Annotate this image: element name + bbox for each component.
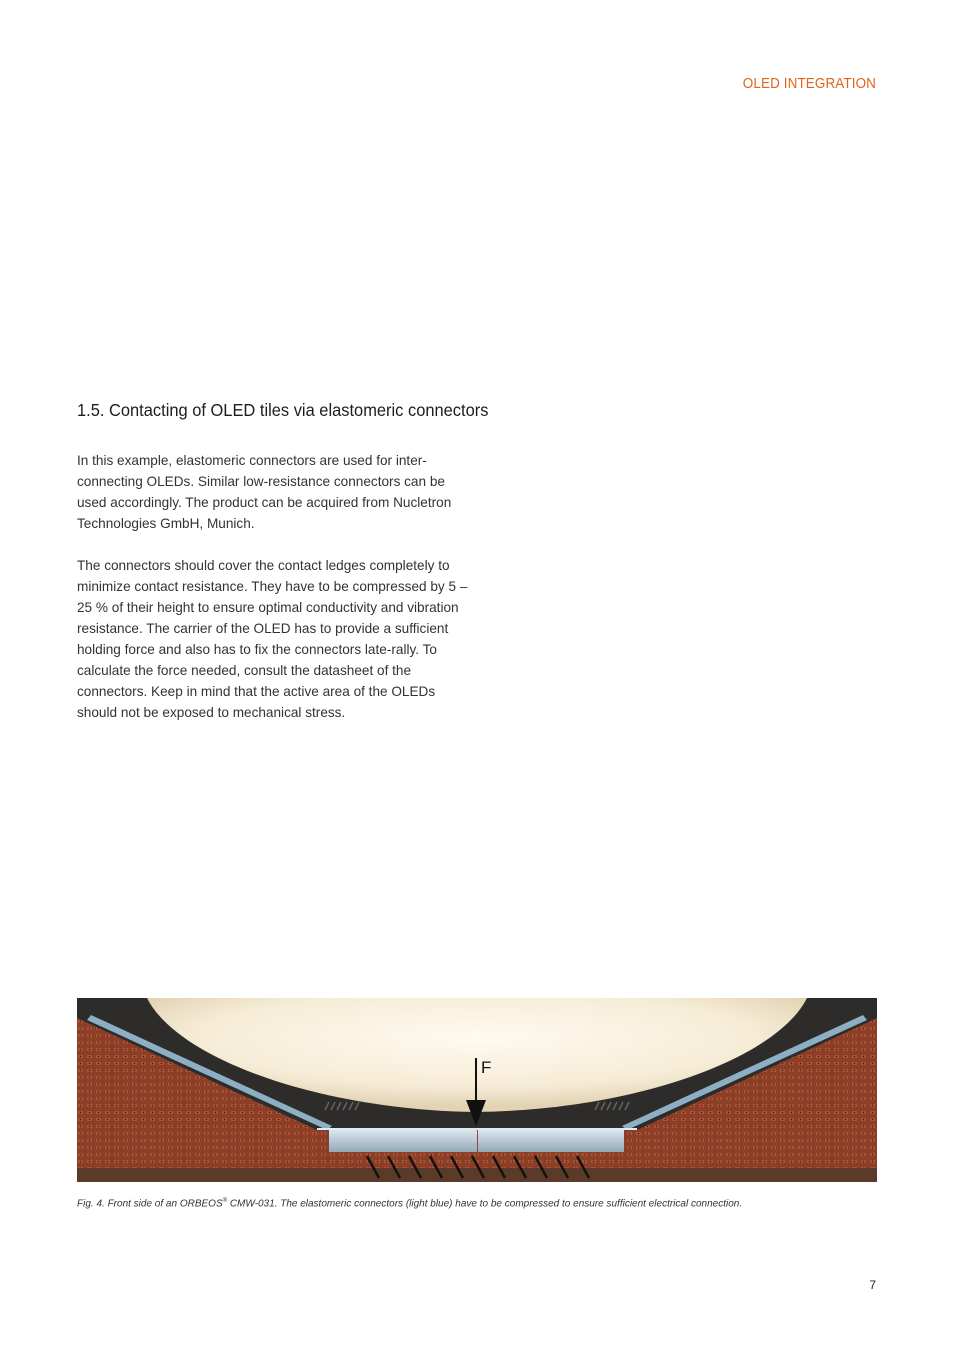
paragraph-text: In this example, elastomeric connectors are used for inter-connecting OLEDs. Similar low-resistance connectors can be used accordingly. The product can be acquired from Nucletron Technologies GmbH, Munich. — [77, 453, 452, 531]
caption-prefix: Fig. 4. Front side of an ORBEOS — [77, 1198, 223, 1210]
running-header: OLED INTEGRATION — [742, 75, 876, 92]
caption-suffix: CMW-031. The elastomeric connectors (light blue) have to be compressed to ensure sufficient electrical connection. — [227, 1198, 743, 1210]
elastomeric-connector-left — [329, 1130, 477, 1152]
force-label: F — [481, 1058, 492, 1077]
section-heading: 1.5. Contacting of OLED tiles via elastomeric connectors — [77, 400, 489, 420]
oled-photo-figure — [77, 998, 877, 1182]
oled-photo — [77, 998, 877, 1182]
body-paragraph-1 — [77, 450, 469, 534]
paragraph-text: The connectors should cover the contact ledges completely to minimize contact resistance. They have to be compressed by 5 – 25 % of their height to ensure optimal conductivity and vibration resistance. The carrier of the OLED has to provide a sufficient holding force and also has to fix the connectors late-rally. To calculate the force needed, consult the datasheet of the connectors. Keep in mind that the active area of the OLEDs should not be exposed to mechanical stress. — [77, 558, 468, 720]
elastomeric-connector-right — [478, 1130, 624, 1152]
board-edge — [77, 1168, 877, 1182]
registered-mark: ® — [222, 1198, 228, 1204]
page-number: 7 — [869, 1278, 876, 1292]
figure-caption — [77, 1198, 877, 1209]
body-paragraph-2 — [77, 555, 469, 723]
